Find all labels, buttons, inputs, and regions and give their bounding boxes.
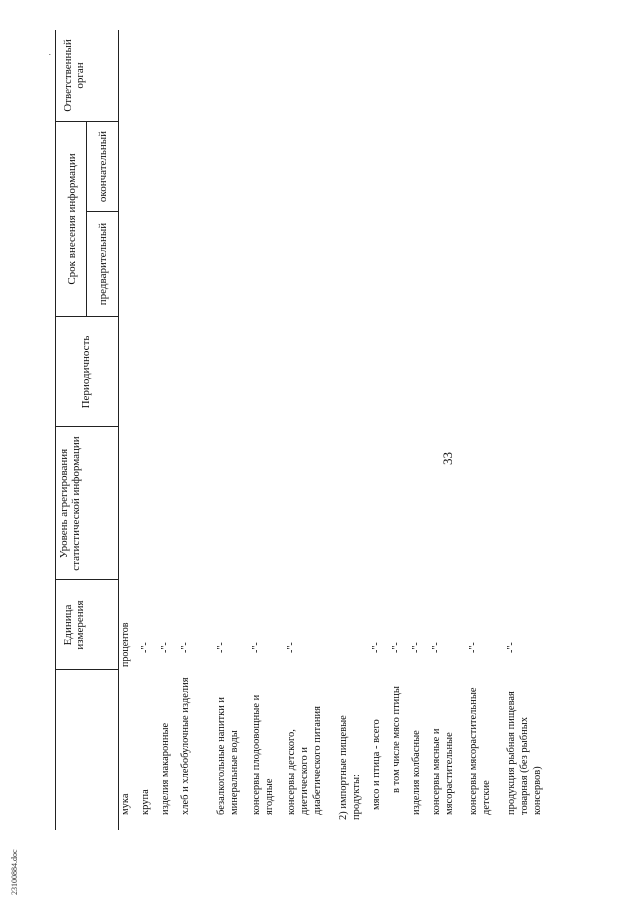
row-unit: -"- (468, 642, 479, 653)
row-unit: -"- (506, 642, 517, 653)
deadline-split-line (86, 122, 87, 317)
header-top-line (55, 30, 56, 830)
header-final: окончательный (97, 130, 109, 203)
row-label: хлеб и хлебобулочные изделия (180, 677, 191, 815)
col-divider-4 (55, 316, 119, 317)
row-label: мясо и птица - всего (371, 719, 382, 810)
row-unit: -"- (391, 642, 402, 653)
footer-code: 23100884.doc (10, 849, 19, 895)
row-unit: -"- (216, 642, 227, 653)
col-divider-2 (55, 579, 119, 580)
row-unit: -"- (286, 642, 297, 653)
row-unit: процентов (120, 622, 131, 667)
page-number: 33 (440, 452, 455, 465)
row-unit: -"- (180, 642, 191, 653)
row-unit: -"- (251, 642, 262, 653)
row-label: консервы мясные и мясорастительные (431, 728, 455, 815)
row-unit: -"- (411, 642, 422, 653)
row-label: консервы плодоовощные и ягодные (251, 694, 275, 815)
header-aggregation: Уровень агрегирования статистической информации (58, 436, 82, 571)
col-divider-6 (55, 121, 119, 122)
row-label: изделия макаронные (160, 722, 171, 815)
row-unit: -"- (431, 642, 442, 653)
row-label: изделия колбасные (411, 730, 422, 815)
row-label: безалкогольные напитки и минеральные воды (216, 696, 240, 815)
header-periodicity: Периодичность (80, 335, 92, 409)
header-deadline: Срок внесения информации (66, 153, 78, 285)
top-mark: ' (48, 53, 56, 55)
header-preliminary: предварительный (97, 222, 109, 306)
row-label: в том числе мясо птицы (391, 686, 402, 793)
row-label: 2) импортные пищевые продукты: (338, 715, 362, 820)
row-label: консервы детского, диетического и диабетического питания (286, 706, 323, 815)
col-divider-3 (55, 426, 119, 427)
col-divider-1 (55, 669, 119, 670)
row-unit: -"- (160, 642, 171, 653)
row-label: крупа (140, 789, 151, 815)
row-unit: -"- (140, 642, 151, 653)
header-responsible: Ответственный орган (62, 39, 86, 112)
header-unit: Единица измерения (62, 600, 86, 650)
row-label: консервы мясорастительные детские (468, 687, 492, 815)
row-unit: -"- (371, 642, 382, 653)
row-label: мука (120, 793, 131, 815)
row-label: продукция рыбная пищевая товарная (без рыбных консервов) (506, 691, 543, 815)
